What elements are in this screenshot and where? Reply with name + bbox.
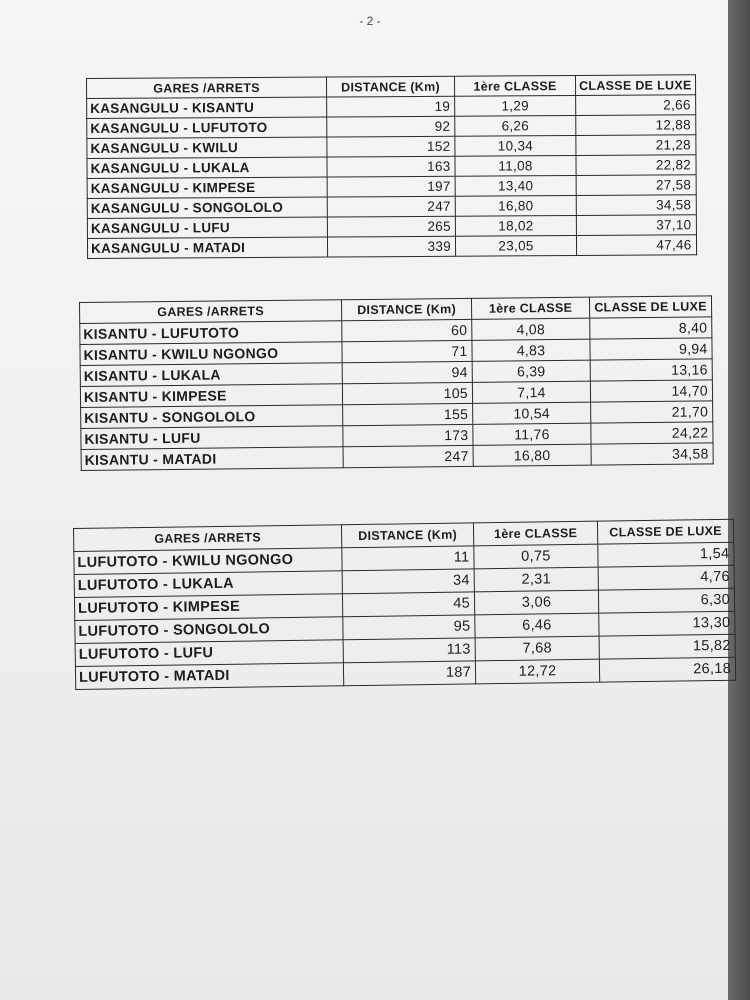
- first-class-fare-cell: 11,76: [473, 423, 591, 445]
- column-header-distance: DISTANCE (Km): [341, 298, 471, 320]
- luxury-class-fare-cell: 12,88: [576, 115, 696, 136]
- distance-cell: 152: [327, 136, 455, 157]
- distance-cell: 95: [343, 615, 475, 640]
- page-number: - 2 -: [359, 14, 381, 28]
- column-header-luxury-class: CLASSE DE LUXE: [575, 75, 695, 96]
- luxury-class-fare-cell: 22,82: [576, 155, 696, 176]
- luxury-class-fare-cell: 21,28: [576, 135, 696, 156]
- luxury-class-fare-cell: 13,30: [599, 611, 735, 636]
- column-header-stations: GARES /ARRETS: [74, 525, 342, 552]
- route-cell: KISANTU - KIMPESE: [80, 384, 342, 408]
- distance-cell: 105: [342, 382, 472, 404]
- distance-cell: 163: [327, 156, 455, 177]
- luxury-class-fare-cell: 27,58: [576, 175, 696, 196]
- first-class-fare-cell: 6,46: [475, 613, 599, 638]
- luxury-class-fare-cell: 47,46: [576, 235, 696, 256]
- distance-cell: 113: [343, 638, 475, 663]
- route-cell: LUFUTOTO - MATADI: [75, 663, 343, 690]
- route-cell: KISANTU - KWILU NGONGO: [80, 342, 342, 366]
- distance-cell: 92: [327, 116, 455, 137]
- first-class-fare-cell: 0,75: [474, 544, 598, 569]
- distance-cell: 339: [327, 236, 455, 257]
- first-class-fare-cell: 12,72: [475, 659, 599, 684]
- distance-cell: 60: [342, 319, 472, 341]
- distance-cell: 45: [342, 592, 474, 617]
- first-class-fare-cell: 1,29: [455, 96, 576, 117]
- fare-table-kisantu: [79, 295, 714, 471]
- first-class-fare-cell: 2,31: [474, 567, 598, 592]
- route-cell: KASANGULU - KWILU: [87, 137, 327, 158]
- column-header-distance: DISTANCE (Km): [341, 523, 473, 548]
- distance-cell: 265: [327, 216, 455, 237]
- luxury-class-fare-cell: 37,10: [576, 215, 696, 236]
- first-class-fare-cell: 7,68: [475, 636, 599, 661]
- route-cell: LUFUTOTO - LUFU: [75, 640, 343, 667]
- luxury-class-fare-cell: 21,70: [591, 401, 713, 423]
- first-class-fare-cell: 23,05: [455, 236, 576, 257]
- luxury-class-fare-cell: 4,76: [598, 565, 734, 590]
- route-cell: KISANTU - LUKALA: [80, 363, 342, 387]
- first-class-fare-cell: 18,02: [455, 216, 576, 237]
- table-row: [87, 235, 696, 259]
- route-cell: KASANGULU - MATADI: [87, 237, 327, 258]
- distance-cell: 19: [327, 96, 455, 117]
- luxury-class-fare-cell: 9,94: [590, 338, 712, 360]
- first-class-fare-cell: 4,83: [472, 339, 590, 361]
- first-class-fare-cell: 6,26: [455, 116, 576, 137]
- first-class-fare-cell: 10,34: [455, 136, 576, 157]
- luxury-class-fare-cell: 13,16: [590, 359, 712, 381]
- first-class-fare-cell: 3,06: [474, 590, 598, 615]
- luxury-class-fare-cell: 34,58: [576, 195, 696, 216]
- luxury-class-fare-cell: 2,66: [576, 95, 696, 116]
- luxury-class-fare-cell: 6,30: [598, 588, 734, 613]
- fare-table-lufutoto: [73, 519, 736, 690]
- distance-cell: 173: [343, 424, 473, 446]
- luxury-class-fare-cell: 24,22: [591, 422, 713, 444]
- luxury-class-fare-cell: 34,58: [591, 443, 713, 465]
- fare-table-kasangulu: [86, 74, 697, 259]
- distance-cell: 34: [342, 569, 474, 594]
- first-class-fare-cell: 7,14: [472, 381, 590, 403]
- first-class-fare-cell: 10,54: [473, 402, 591, 424]
- column-header-first-class: 1ère CLASSE: [473, 521, 597, 546]
- first-class-fare-cell: 13,40: [455, 176, 576, 197]
- luxury-class-fare-cell: 15,82: [599, 634, 735, 659]
- luxury-class-fare-cell: 1,54: [598, 542, 734, 567]
- first-class-fare-cell: 16,80: [455, 196, 576, 217]
- route-cell: KISANTU - SONGOLOLO: [81, 405, 343, 429]
- luxury-class-fare-cell: 26,18: [599, 657, 735, 682]
- column-header-stations: GARES /ARRETS: [87, 77, 327, 98]
- first-class-fare-cell: 6,39: [472, 360, 590, 382]
- first-class-fare-cell: 11,08: [455, 156, 576, 177]
- distance-cell: 155: [343, 403, 473, 425]
- distance-cell: 94: [342, 361, 472, 383]
- distance-cell: 71: [342, 340, 472, 362]
- route-cell: KISANTU - LUFU: [81, 426, 343, 450]
- route-cell: KASANGULU - LUKALA: [87, 157, 327, 178]
- distance-cell: 247: [343, 445, 473, 467]
- column-header-luxury-class: CLASSE DE LUXE: [597, 519, 733, 544]
- luxury-class-fare-cell: 8,40: [590, 317, 712, 339]
- column-header-first-class: 1ère CLASSE: [471, 297, 589, 319]
- distance-cell: 247: [327, 196, 455, 217]
- route-cell: LUFUTOTO - LUKALA: [74, 571, 342, 598]
- column-header-stations: GARES /ARRETS: [80, 300, 342, 324]
- first-class-fare-cell: 4,08: [472, 318, 590, 340]
- route-cell: KISANTU - MATADI: [81, 447, 343, 471]
- column-header-first-class: 1ère CLASSE: [454, 76, 575, 97]
- background-surface: [728, 0, 750, 1000]
- route-cell: KASANGULU - KIMPESE: [87, 177, 327, 198]
- route-cell: KASANGULU - LUFU: [87, 217, 327, 238]
- route-cell: KISANTU - LUFUTOTO: [80, 321, 342, 345]
- first-class-fare-cell: 16,80: [473, 444, 591, 466]
- route-cell: KASANGULU - KISANTU: [87, 97, 327, 118]
- distance-cell: 11: [342, 546, 474, 571]
- column-header-luxury-class: CLASSE DE LUXE: [589, 296, 711, 318]
- column-header-distance: DISTANCE (Km): [326, 76, 454, 97]
- route-cell: LUFUTOTO - KIMPESE: [74, 594, 342, 621]
- distance-cell: 187: [343, 661, 475, 686]
- distance-cell: 197: [327, 176, 455, 197]
- route-cell: KASANGULU - SONGOLOLO: [87, 197, 327, 218]
- route-cell: LUFUTOTO - KWILU NGONGO: [74, 548, 342, 575]
- route-cell: KASANGULU - LUFUTOTO: [87, 117, 327, 138]
- luxury-class-fare-cell: 14,70: [590, 380, 712, 402]
- route-cell: LUFUTOTO - SONGOLOLO: [75, 617, 343, 644]
